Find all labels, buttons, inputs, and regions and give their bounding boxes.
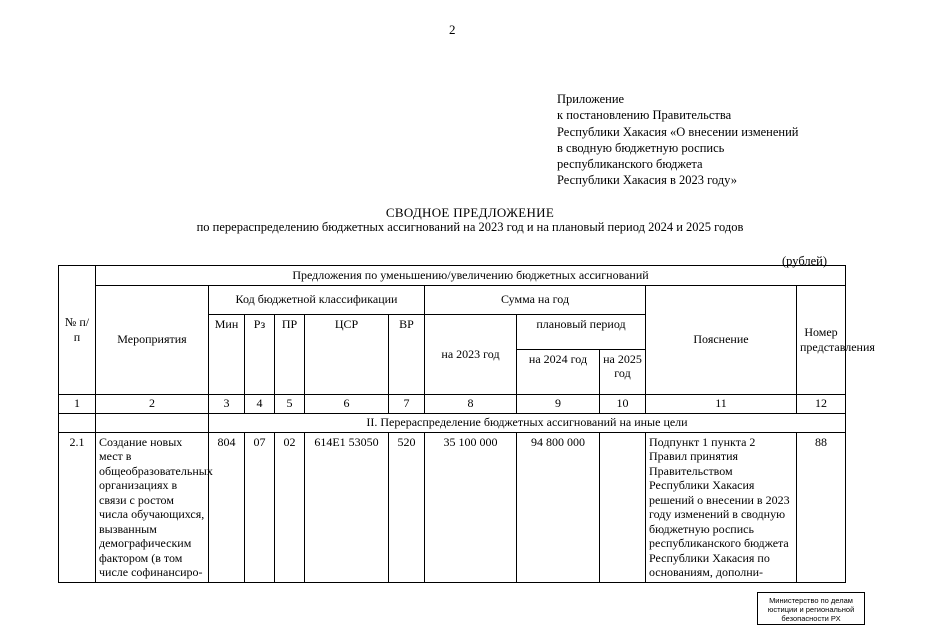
column-number: 7 bbox=[389, 394, 425, 413]
appendix-line: Республики Хакасия в 2023 году» bbox=[557, 173, 737, 188]
appendix-line: в сводную бюджетную роспись bbox=[557, 140, 725, 155]
cell-min: 804 bbox=[209, 432, 245, 582]
cell-num: 2.1 bbox=[59, 432, 96, 582]
header-budget-code: Код бюджетной классификации bbox=[209, 285, 425, 314]
section-spacer bbox=[96, 413, 209, 432]
stamp-line: юстиции и региональной bbox=[767, 605, 855, 614]
column-number: 1 bbox=[59, 394, 96, 413]
header-2023: на 2023 год bbox=[425, 314, 517, 394]
cell-rz: 07 bbox=[245, 432, 275, 582]
header-proposals: Предложения по уменьшению/увеличению бюджетных ассигнований bbox=[96, 266, 846, 286]
section-row bbox=[59, 413, 846, 432]
header-pr: ПР bbox=[275, 314, 305, 394]
appendix-line: республиканского бюджета bbox=[557, 157, 703, 172]
appendix-line: Республики Хакасия «О внесении изменений bbox=[557, 124, 799, 139]
document-title: СВОДНОЕ ПРЕДЛОЖЕНИЕ bbox=[385, 205, 555, 220]
column-number: 3 bbox=[209, 394, 245, 413]
cell-2023: 35 100 000 bbox=[425, 432, 517, 582]
header-2025: на 2025 год bbox=[600, 349, 646, 394]
stamp-line: Министерство по делам bbox=[769, 596, 853, 605]
cell-2024: 94 800 000 bbox=[517, 432, 600, 582]
section-spacer bbox=[59, 413, 96, 432]
column-number: 11 bbox=[646, 394, 797, 413]
column-number: 12 bbox=[797, 394, 846, 413]
cell-csr: 614Е1 53050 bbox=[305, 432, 389, 582]
cell-explanation: Подпункт 1 пункта 2 Правил принятия Правительством Республики Хакасия решений о внесении в 2023 году изменений в сводную бюджетную роспись республиканского бюджета Республики Хакасия по основаниям, дополни- bbox=[646, 432, 797, 582]
header-vr: ВР bbox=[389, 314, 425, 394]
section-title: II. Перераспределение бюджетных ассигнований на иные цели bbox=[209, 413, 846, 432]
column-number: 8 bbox=[425, 394, 517, 413]
document-subtitle: по перераспределению бюджетных ассигнований на 2023 год и на плановый период 2024 и 2025 годов bbox=[196, 220, 744, 234]
header-planned-period: плановый период bbox=[517, 314, 646, 349]
cell-measure: Создание новых мест в общеобразовательных организациях в связи с ростом числа обучающихся, вызванным демографическим фактором (в том числе софинансиро- bbox=[96, 432, 209, 582]
column-number: 2 bbox=[96, 394, 209, 413]
units-label: (рублей) bbox=[782, 254, 828, 268]
stamp-line: безопасности РХ bbox=[781, 614, 841, 623]
table-row bbox=[59, 432, 846, 582]
header-2024: на 2024 год bbox=[517, 349, 600, 394]
column-number: 10 bbox=[600, 394, 646, 413]
appendix-line: к постановлению Правительства bbox=[557, 108, 732, 123]
column-number: 6 bbox=[305, 394, 389, 413]
header-presentation-no: Номер представления bbox=[797, 285, 846, 394]
column-number: 5 bbox=[275, 394, 305, 413]
header-row bbox=[59, 266, 846, 286]
header-num: № п/п bbox=[59, 266, 96, 395]
header-rz: Рз bbox=[245, 314, 275, 394]
stamp-clip bbox=[757, 592, 867, 640]
appendix-line: Приложение bbox=[557, 92, 625, 106]
page-number: 2 bbox=[449, 22, 456, 37]
header-amount: Сумма на год bbox=[425, 285, 646, 314]
header-min: Мин bbox=[209, 314, 245, 394]
ministry-stamp bbox=[757, 592, 865, 625]
appendix-block bbox=[557, 91, 798, 189]
cell-vr: 520 bbox=[389, 432, 425, 582]
column-number: 4 bbox=[245, 394, 275, 413]
cell-presentation-no: 88 bbox=[797, 432, 846, 582]
column-number-row bbox=[59, 394, 846, 413]
header-explanation: Пояснение bbox=[646, 285, 797, 394]
cell-2025 bbox=[600, 432, 646, 582]
header-csr: ЦСР bbox=[305, 314, 389, 394]
cell-pr: 02 bbox=[275, 432, 305, 582]
column-number: 9 bbox=[517, 394, 600, 413]
header-row bbox=[59, 285, 846, 314]
header-measures: Мероприятия bbox=[96, 285, 209, 394]
budget-table bbox=[58, 265, 875, 583]
